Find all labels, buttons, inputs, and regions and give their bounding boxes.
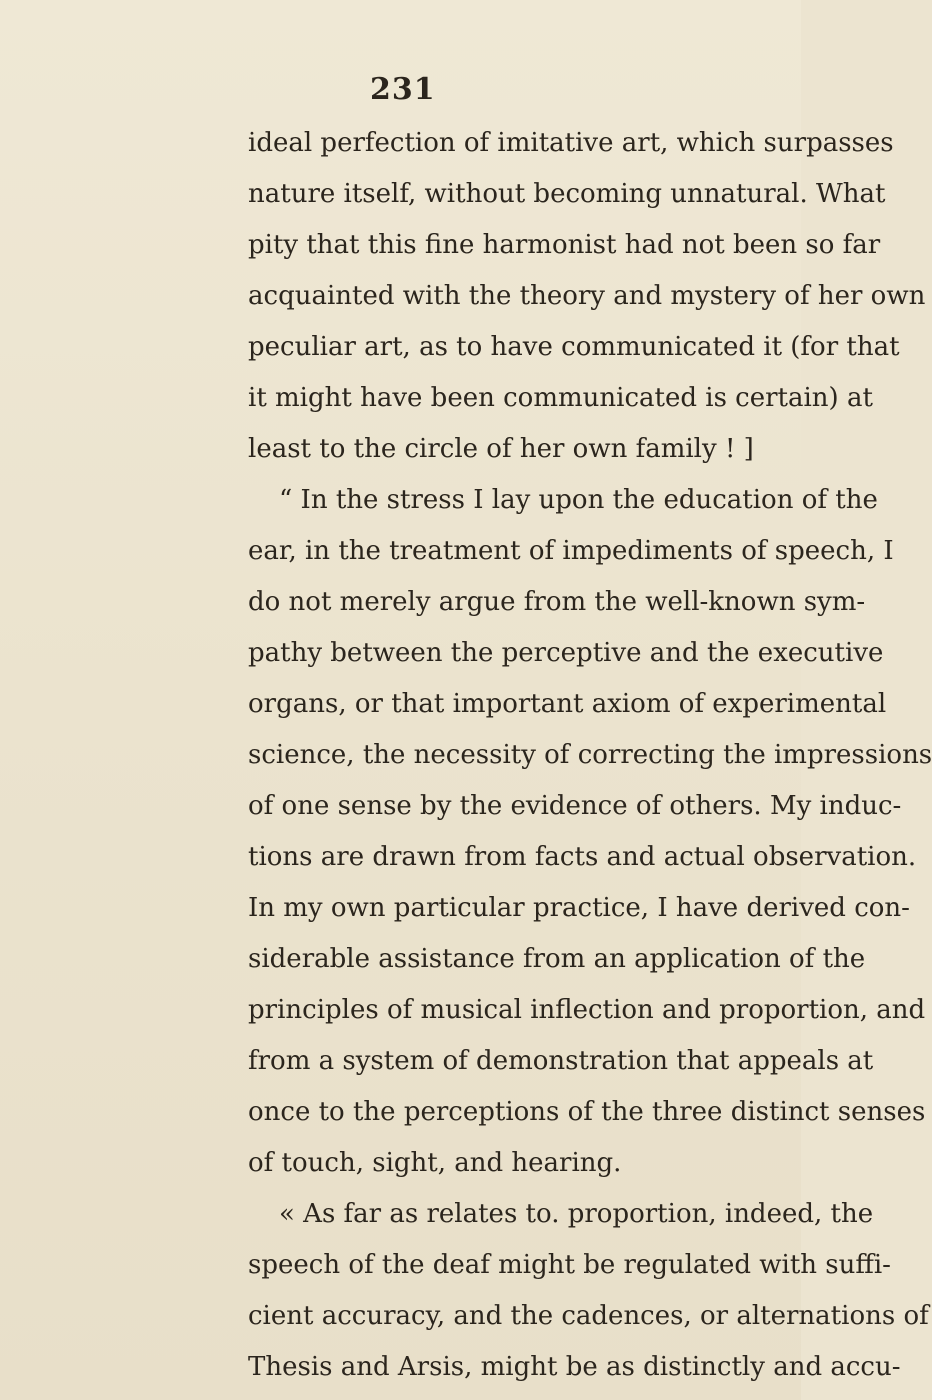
text-line: acquainted with the theory and mystery of her own	[248, 281, 926, 311]
text-line: of touch, sight, and hearing.	[248, 1148, 622, 1178]
text-line: ideal perfection of imitative art, which surpasses	[248, 128, 894, 158]
text-line: tions are drawn from facts and actual observation.	[248, 842, 917, 872]
text-line: once to the perceptions of the three distinct senses	[248, 1097, 926, 1127]
text-line: speech of the deaf might be regulated with suffi-	[248, 1250, 891, 1280]
text-line: it might have been communicated is certain) at	[248, 383, 873, 413]
text-line: organs, or that important axiom of experimental	[248, 689, 887, 719]
text-line: “ In the stress I lay upon the education of the	[279, 485, 878, 515]
text-line: principles of musical inflection and proportion, and	[248, 995, 926, 1025]
page-number: 231	[370, 72, 436, 107]
text-line: « As far as relates to. proportion, indeed, the	[279, 1199, 874, 1229]
text-line: pathy between the perceptive and the executive	[248, 638, 884, 668]
text-line: cient accuracy, and the cadences, or alternations of	[248, 1301, 929, 1331]
text-line: Thesis and Arsis, might be as distinctly and accu-	[248, 1352, 901, 1382]
text-line: of one sense by the evidence of others. My induc-	[248, 791, 902, 821]
text-line: siderable assistance from an application of the	[248, 944, 866, 974]
text-line: nature itself, without becoming unnatural. What	[248, 179, 886, 209]
text-line: do not merely argue from the well-known sym-	[248, 587, 866, 617]
text-line: pity that this fine harmonist had not been so far	[248, 230, 881, 260]
text-line: peculiar art, as to have communicated it (for that	[248, 332, 900, 362]
text-line: least to the circle of her own family ! ]	[248, 434, 754, 464]
text-line: ear, in the treatment of impediments of speech, I	[248, 536, 894, 566]
text-line: science, the necessity of correcting the impressions	[248, 740, 932, 770]
text-line: In my own particular practice, I have derived con-	[248, 893, 910, 923]
text-line: from a system of demonstration that appeals at	[248, 1046, 874, 1076]
